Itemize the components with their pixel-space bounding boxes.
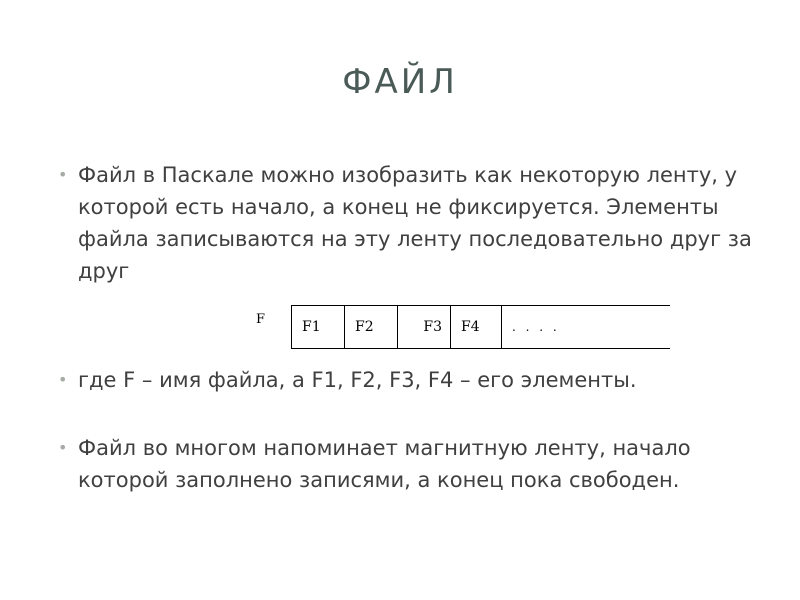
bullet-text: Файл в Паскале можно изобразить как некоторую ленту, у которой есть начало, а конец не фиксируется. Элементы файла записываются на эту ленту последовательно друг за друг (78, 163, 752, 283)
tape-cell-f1 (292, 306, 345, 348)
bullet-item-3 (58, 432, 758, 496)
tape-cell-label: F2 (355, 319, 374, 335)
tape-cell-f2 (345, 306, 398, 348)
file-tape-diagram (291, 305, 670, 349)
tape-cell-label: F4 (461, 319, 480, 335)
tape-cell-label: F3 (423, 319, 442, 335)
bullet-item-1 (58, 159, 758, 287)
file-name-label: F (256, 312, 266, 327)
bullet-marker: • (58, 370, 68, 389)
bullet-item-2 (58, 364, 758, 396)
bullet-marker: • (58, 165, 68, 184)
bullet-text: где F – имя файла, а F1, F2, F3, F4 – его элементы. (78, 368, 637, 392)
tape-cell-f3 (398, 306, 451, 348)
tape-cell-f4 (451, 306, 502, 348)
bullet-marker: • (58, 438, 68, 457)
tape-cell-label: F1 (302, 319, 321, 335)
tape-cell-label: . . . . (512, 320, 560, 334)
bullet-text: Файл во многом напоминает магнитную ленту, начало которой заполнено записями, а конец пока свободен. (78, 436, 691, 492)
slide-title: ФАЙЛ (342, 62, 458, 102)
tape-cell-ellipsis (502, 306, 670, 348)
